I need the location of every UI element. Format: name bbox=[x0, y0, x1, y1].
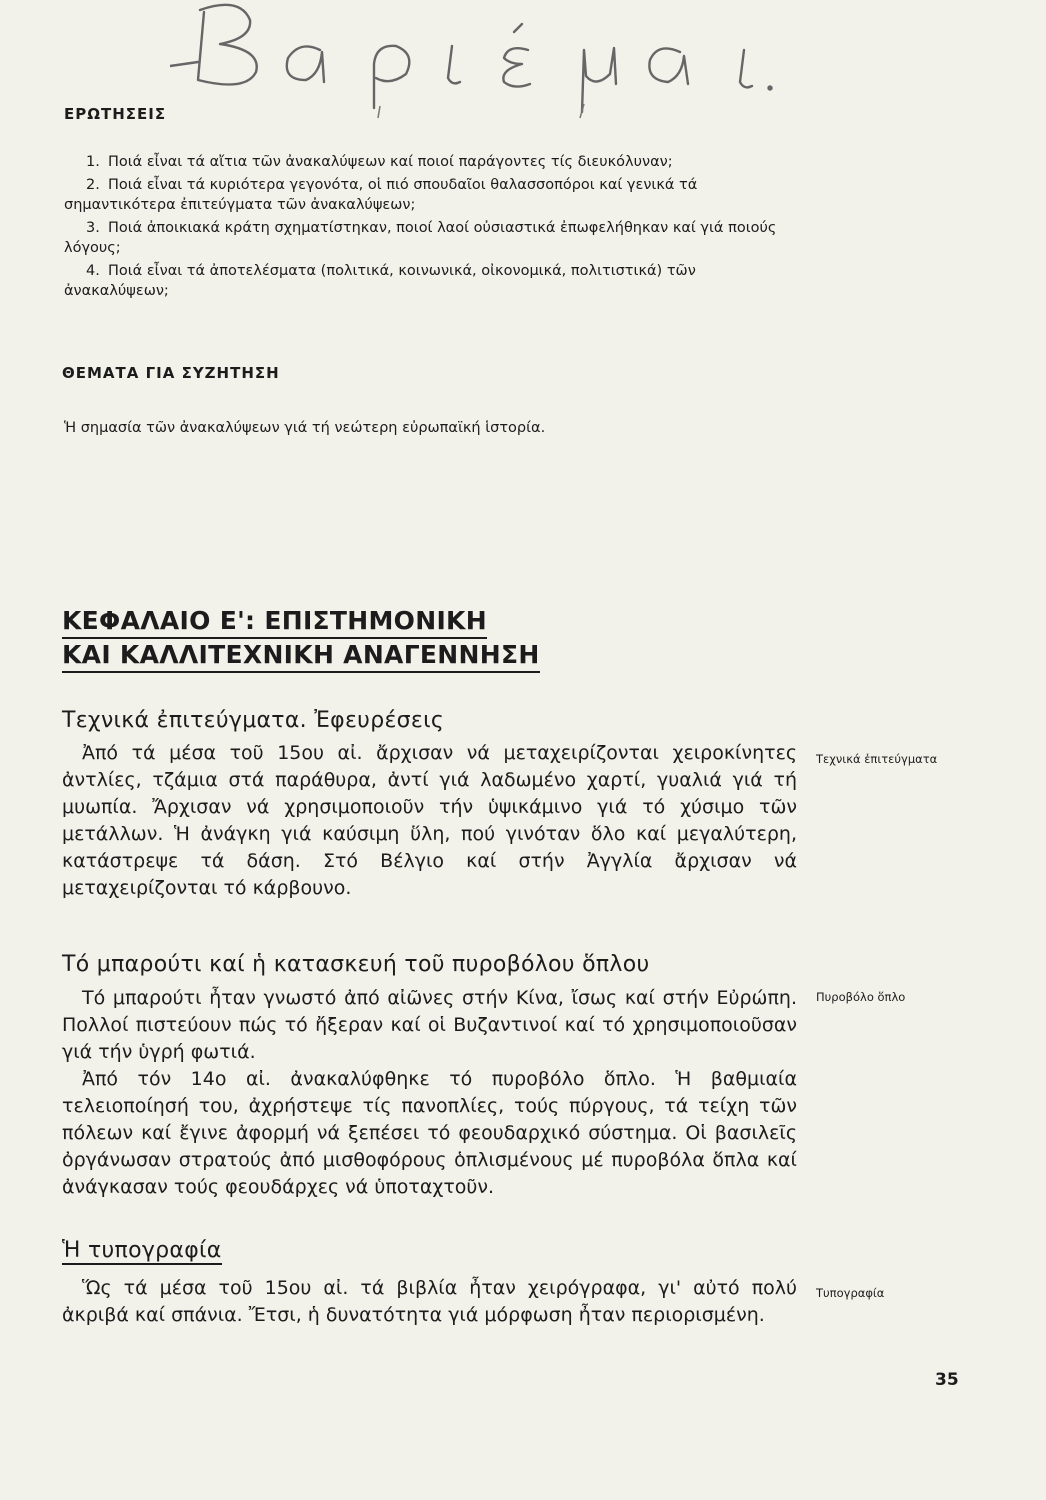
chapter-title-line-2: ΚΑΙ ΚΑΛΛΙΤΕΧΝΙΚΗ ΑΝΑΓΕΝΝΗΣΗ bbox=[62, 639, 540, 673]
section-heading-gunpowder: Τό μπαρούτι καί ἡ κατασκευή τοῦ πυροβόλου ὅπλου bbox=[62, 952, 650, 977]
question-item: 3. Ποιά ἀποικιακά κράτη σχηματίστηκαν, ποιοί λαοί οὐσιαστικά ἐπωφελήθηκαν καί γιά ποιούς λόγους; bbox=[64, 220, 777, 256]
margin-note-technical: Τεχνικά ἐπιτεύγματα bbox=[816, 752, 938, 766]
paragraph: Ἀπό τά μέσα τοῦ 15ου αἰ. ἄρχισαν νά μεταχειρίζονται χειροκίνητες ἀντλίες, τζάμια στά παράθυρα, ἀντί γιά λαδωμένο χαρτί, γυαλιά γιά τή μυωπία. Ἄρχισαν νά χρησιμοποιοῦν τήν ὑψικάμινο γιά τό χύσιμο τῶν μετάλλων. Ἡ ἀνάγκη γιά καύσιμη ὕλη, πού γινόταν ὅλο καί μεγαλύτερη, κατάστρεψε τά δάση. Στό Βέλγιο καί στήν Ἀγγλία ἄρχισαν νά μεταχειρίζονται τό κάρβουνο. bbox=[62, 742, 797, 899]
question-item: 4. Ποιά εἶναι τά ἀποτελέσματα (πολιτικά, κοινωνικά, οἰκονομικά, πολιτιστικά) τῶν ἀνακαλύψεων; bbox=[64, 263, 696, 299]
section-body-printing bbox=[62, 1275, 797, 1329]
chapter-title-line-1: ΚΕΦΑΛΑΙΟ Ε': ΕΠΙΣΤΗΜΟΝΙΚΗ bbox=[62, 605, 487, 639]
margin-note-printing: Τυπογραφία bbox=[816, 1286, 885, 1300]
question-item: 1. Ποιά εἶναι τά αἴτια τῶν ἀνακαλύψεων καί ποιοί παράγοντες τίς διευκόλυναν; bbox=[86, 154, 673, 170]
margin-note-gunpowder: Πυροβόλο ὅπλο bbox=[816, 990, 906, 1004]
discussion-topic: Ἡ σημασία τῶν ἀνακαλύψεων γιά τή νεώτερη εὐρωπαϊκή ἱστορία. bbox=[64, 420, 546, 436]
paragraph: Ὥς τά μέσα τοῦ 15ου αἰ. τά βιβλία ἦταν χειρόγραφα, γι' αὐτό πολύ ἀκριβά καί σπάνια. Ἔτσι, ἡ δυνατότητα γιά μόρφωση ἦταν περιορισμένη. bbox=[62, 1277, 797, 1326]
question-item: 2. Ποιά εἶναι τά κυριότερα γεγονότα, οἱ πιό σπουδαῖοι θαλασσοπόροι καί γενικά τά σημαντικότερα ἐπιτεύγματα τῶν ἀνακαλύψεων; bbox=[64, 177, 698, 213]
section-heading-technical: Τεχνικά ἐπιτεύγματα. Ἐφευρέσεις bbox=[62, 708, 445, 733]
handwritten-note bbox=[170, 0, 810, 120]
section-heading-printing: Ἡ τυπογραφία bbox=[62, 1238, 222, 1263]
chapter-title bbox=[62, 605, 540, 673]
section-body-gunpowder bbox=[62, 985, 797, 1201]
paragraph: Τό μπαρούτι ἦταν γνωστό ἀπό αἰῶνες στήν Κίνα, ἴσως καί στήν Εὐρώπη. Πολλοί πιστεύουν πώς τό ἤξεραν καί οἱ Βυζαντινοί καί τό χρησιμοποιοῦσαν γιά τήν ὑγρή φωτιά. bbox=[62, 987, 797, 1063]
paragraph: Ἀπό τόν 14ο αἰ. ἀνακαλύφθηκε τό πυροβόλο ὅπλο. Ἡ βαθμιαία τελειοποίησή του, ἀχρήστεψε τίς πανοπλίες, τούς πύργους, τά τείχη τῶν πόλεων καί ἔγινε ἀφορμή νά ξεπέσει τό φεουδαρχικό σύστημα. Οἱ βασιλεῖς ὀργάνωσαν στρατούς ἀπό μισθοφόρους ὁπλισμένους μέ πυροβόλα ὅπλα καί ἀνάγκασαν τούς φεουδάρχες νά ὑποταχτοῦν. bbox=[62, 1068, 797, 1198]
discussion-heading: ΘΕΜΑΤΑ ΓΙΑ ΣΥΖΗΤΗΣΗ bbox=[62, 364, 280, 382]
questions-heading: ΕΡΩΤΗΣΕΙΣ bbox=[64, 105, 167, 123]
page-number: 35 bbox=[935, 1370, 959, 1390]
section-body-technical bbox=[62, 740, 797, 902]
questions-list bbox=[64, 152, 784, 304]
